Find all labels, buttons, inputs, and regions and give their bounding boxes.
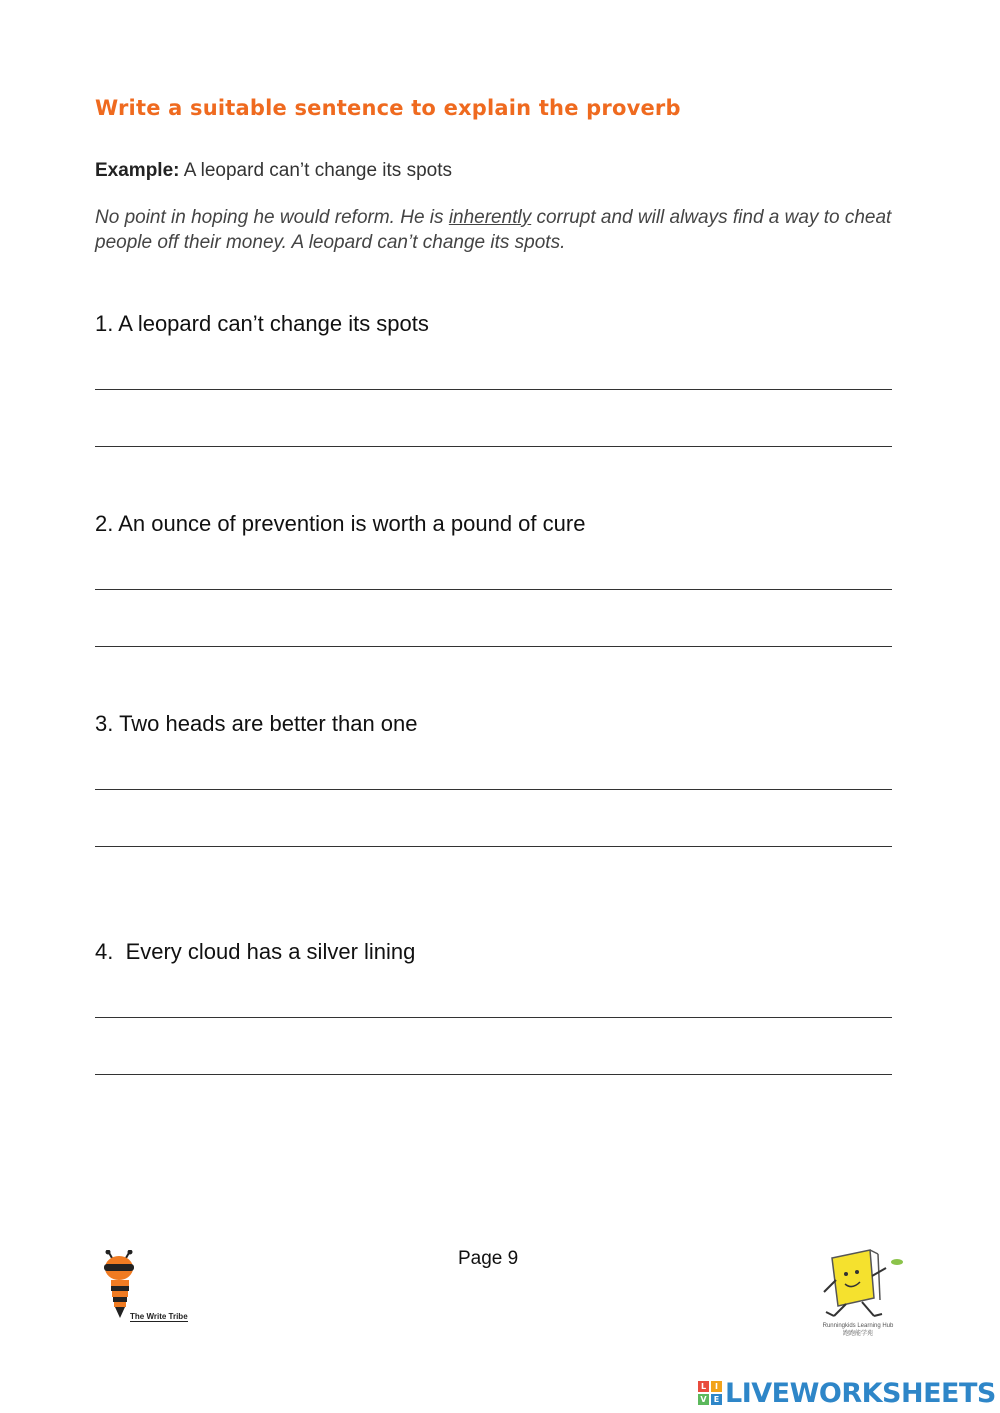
liveworksheets-wordmark: LIVEWORKSHEETS bbox=[725, 1377, 996, 1409]
logo-cell-i: I bbox=[711, 1381, 722, 1392]
example-sentence bbox=[95, 205, 905, 255]
answer-line-3a[interactable] bbox=[95, 789, 892, 790]
answer-line-1a[interactable] bbox=[95, 389, 892, 390]
logo-cell-e: E bbox=[711, 1394, 722, 1405]
answer-line-1b[interactable] bbox=[95, 446, 892, 447]
answer-line-4a[interactable] bbox=[95, 1017, 892, 1018]
example-line bbox=[95, 160, 452, 182]
runningkids-logo-subtext: 跑跑能学苑 bbox=[842, 1331, 873, 1337]
logo-cell-v: V bbox=[698, 1394, 709, 1405]
runningkids-logo-name: Runningkids Learning Hub bbox=[822, 1323, 894, 1329]
runningkids-logo-text bbox=[808, 1322, 908, 1338]
question-3: 3. Two heads are better than one bbox=[95, 711, 418, 736]
example-label: Example: bbox=[95, 160, 180, 181]
example-text-after: corrupt and will always find a way to cheat people off their money. A leopard can’t change its spots. bbox=[95, 207, 892, 253]
answer-line-3b[interactable] bbox=[95, 846, 892, 847]
example-text-before: No point in hoping he would reform. He is bbox=[95, 207, 449, 228]
example-proverb: A leopard can’t change its spots bbox=[183, 160, 453, 181]
answer-line-2a[interactable] bbox=[95, 589, 892, 590]
page-number: Page 9 bbox=[458, 1248, 519, 1269]
question-1: 1. A leopard can’t change its spots bbox=[95, 311, 429, 336]
running-book-logo-icon bbox=[812, 1240, 912, 1320]
answer-line-2b[interactable] bbox=[95, 646, 892, 647]
question-4: 4. Every cloud has a silver lining bbox=[95, 939, 416, 964]
question-2: 2. An ounce of prevention is worth a pound of cure bbox=[95, 511, 586, 536]
liveworksheets-logo-icon bbox=[698, 1381, 722, 1405]
write-tribe-logo-text: The Write Tribe bbox=[130, 1312, 188, 1321]
worksheet-heading: Write a suitable sentence to explain the proverb bbox=[95, 96, 681, 120]
answer-line-4b[interactable] bbox=[95, 1074, 892, 1075]
logo-cell-l: L bbox=[698, 1381, 709, 1392]
liveworksheets-brand bbox=[698, 1376, 996, 1410]
example-underlined-word: inherently bbox=[448, 207, 532, 228]
